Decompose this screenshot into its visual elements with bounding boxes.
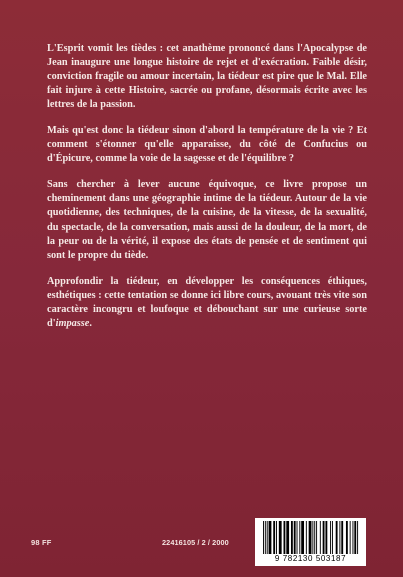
price-label: 98 FF — [31, 538, 52, 547]
barcode-bar — [330, 521, 331, 554]
barcode-bar — [320, 521, 321, 554]
barcode-bar — [314, 521, 315, 554]
barcode-bar — [325, 521, 327, 554]
blurb-paragraph-3: Sans chercher à lever aucune équivoque, ce livre propose un cheminement dans une géographie intime de la tiédeur. Autour de la vie quotidienne, des techniques, de la cuisine, de la vitesse, de la sexualité, du spectacle, de la conversation, mais aussi de la douleur, de la mort, de la peur ou de la vérité, il expose des états de pensée et de sentiment qui sont le propre du tiède. — [47, 179, 367, 261]
barcode-bar — [354, 521, 356, 554]
barcode-bar — [265, 521, 266, 554]
blurb-paragraph-2: Mais qu'est donc la tiédeur sinon d'abord la température de la vie ? Et comment s'étonner qu'elle apparaisse, du côté de Confucius ou d'Épicure, comme la voie de la sagesse et de l'équilibre ? — [47, 125, 367, 165]
blurb-text — [47, 42, 367, 331]
barcode-bar — [297, 521, 298, 554]
barcode-bar — [269, 521, 272, 554]
barcode-bar — [339, 521, 340, 554]
barcode-bar — [291, 521, 293, 554]
blurb-paragraph-1: L'Esprit vomit les tièdes : cet anathème prononcé dans l'Apocalypse de Jean inaugure une longue histoire de rejet et d'exécration. Faible désir, conviction fragile ou amour incertain, la tiédeur est pire que le Mal. Elle fait injure à cette Histoire, sacrée ou profane, désormais écrite avec les lettres de la passion. — [47, 43, 367, 111]
barcode-bar — [273, 521, 275, 554]
barcode-bar — [286, 521, 289, 554]
barcode-bar — [284, 521, 286, 554]
barcode — [255, 518, 366, 566]
barcode-bar — [267, 521, 268, 554]
barcode-bar — [323, 521, 325, 554]
barcode-number: 9 782130 503187 — [274, 554, 347, 563]
reference-code: 22416105 / 2 / 2000 — [162, 538, 229, 547]
barcode-bar — [263, 521, 264, 554]
barcode-bar — [332, 521, 333, 554]
barcode-bar — [299, 521, 300, 554]
footer-info — [0, 518, 403, 577]
barcode-bar — [336, 521, 338, 554]
barcode-bar — [341, 521, 343, 554]
barcode-bar — [301, 521, 304, 554]
barcode-bar — [306, 521, 307, 554]
barcode-bar — [352, 521, 353, 554]
barcode-bars — [263, 521, 359, 554]
barcode-bar — [294, 521, 296, 554]
barcode-bar — [309, 521, 312, 554]
barcode-bar — [357, 521, 358, 554]
blurb-paragraph-4-end: . — [89, 317, 92, 329]
blurb-paragraph-4-start: Approfondir la tiédeur, en développer les conséquences éthiques, esthétiques : cette tentation se donne ici libre cours, avouant très vite son caractère incongru et loufoque et débouchant sur une curieuse sorte d' — [47, 275, 367, 329]
barcode-bar — [350, 521, 351, 554]
barcode-bar — [316, 521, 317, 554]
barcode-bar — [346, 521, 348, 554]
barcode-bar — [279, 521, 282, 554]
blurb-italic-word: impasse — [55, 317, 90, 329]
blurb-paragraph-4 — [47, 275, 367, 331]
barcode-bar — [312, 521, 313, 554]
barcode-bar — [276, 521, 277, 554]
